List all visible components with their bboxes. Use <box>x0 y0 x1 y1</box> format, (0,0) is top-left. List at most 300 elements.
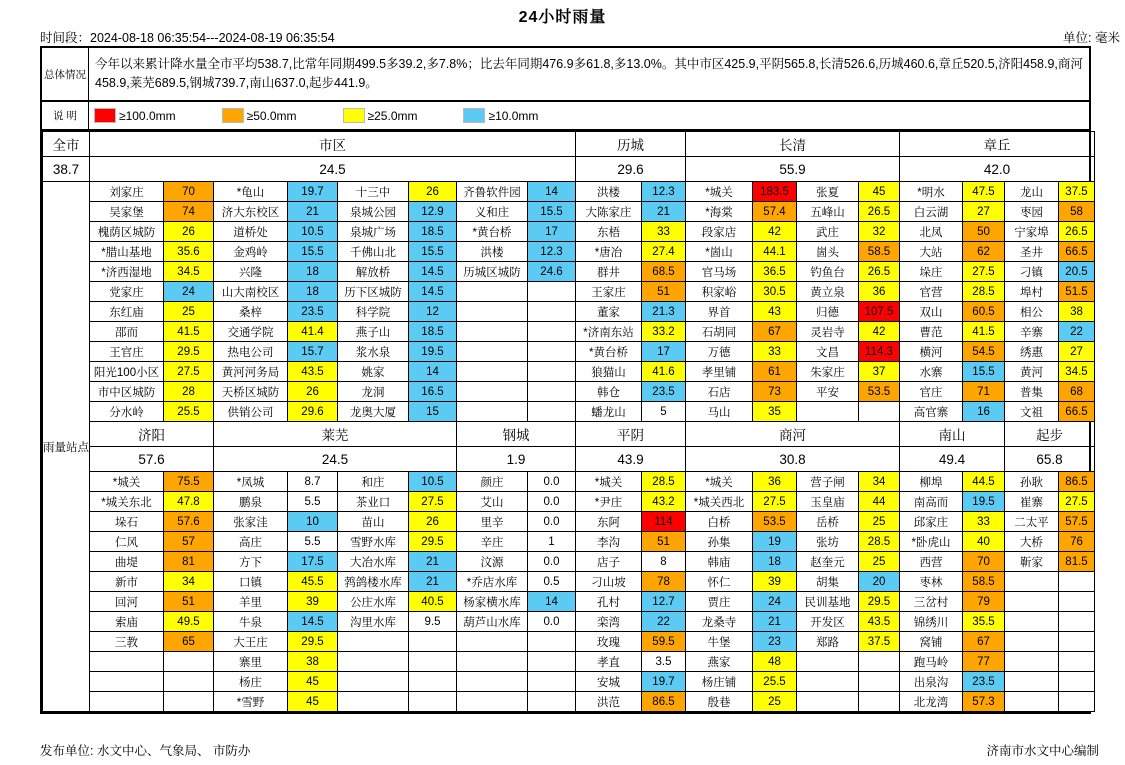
legend-row <box>42 102 1089 131</box>
station-name-cell: 鹏泉 <box>214 492 288 512</box>
station-name-cell: 齐鲁软件园 <box>457 182 528 202</box>
station-name-cell <box>797 672 859 692</box>
station-name-cell: 三岔村 <box>900 592 963 612</box>
rain-value-cell: 47.5 <box>963 182 1005 202</box>
station-name-cell <box>457 302 528 322</box>
rain-value-cell: 19.7 <box>288 182 338 202</box>
station-name-cell: 店子 <box>576 552 642 572</box>
rain-value-cell: 15.5 <box>409 242 457 262</box>
rain-value-cell: 40 <box>963 532 1005 552</box>
legend-threshold-text: ≥50.0mm <box>246 108 297 123</box>
station-name-cell: 口镇 <box>214 572 288 592</box>
station-name-cell: 龙奥大厦 <box>338 402 409 422</box>
rain-value-cell: 53.5 <box>859 382 900 402</box>
rain-value-cell: 15.5 <box>963 362 1005 382</box>
station-name-cell: 回河 <box>90 592 164 612</box>
rain-value-cell: 44.1 <box>753 242 797 262</box>
rain-value-cell <box>528 382 576 402</box>
station-name-cell: 石店 <box>686 382 753 402</box>
rain-value-cell: 23.5 <box>288 302 338 322</box>
legend-threshold-text: ≥25.0mm <box>367 108 418 123</box>
station-name-cell: 北龙湾 <box>900 692 963 712</box>
rain-value-cell <box>409 692 457 712</box>
station-name-cell: 殷巷 <box>686 692 753 712</box>
rain-value-cell: 15.7 <box>288 342 338 362</box>
station-name-cell: 鹁鸽楼水库 <box>338 572 409 592</box>
station-name-cell: 东红庙 <box>90 302 164 322</box>
station-name-cell: 交通学院 <box>214 322 288 342</box>
rain-value-cell: 70 <box>164 182 214 202</box>
region-total: 49.4 <box>900 447 1005 472</box>
rain-value-cell: 29.5 <box>164 342 214 362</box>
rain-value-cell: 14.5 <box>409 282 457 302</box>
rain-value-cell: 51 <box>642 532 686 552</box>
station-name-cell: 柳埠 <box>900 472 963 492</box>
rain-value-cell: 20 <box>859 572 900 592</box>
rain-value-cell: 29.5 <box>409 532 457 552</box>
station-name-cell: 官营 <box>900 282 963 302</box>
station-name-cell: 官马场 <box>686 262 753 282</box>
rain-value-cell: 10.5 <box>288 222 338 242</box>
station-name-cell: 牛堡 <box>686 632 753 652</box>
rain-value-cell: 28.5 <box>642 472 686 492</box>
rain-value-cell: 114 <box>642 512 686 532</box>
rain-value-cell: 5.5 <box>288 492 338 512</box>
rain-value-cell: 27 <box>1059 342 1095 362</box>
rain-value-cell <box>164 672 214 692</box>
station-name-cell: *卧虎山 <box>900 532 963 552</box>
rain-value-cell: 27.5 <box>164 362 214 382</box>
station-name-cell <box>90 672 164 692</box>
region-total: 30.8 <box>686 447 900 472</box>
overview-text: 今年以来累计降水量全市平均538.7,比常年同期499.5多39.2,多7.8%；比去年同期476.9多61.8,多13.0%。其中市区425.9,平阴565.8,长清526.6,历城460.6,章丘520.5,济阳458.9,商河458.9,莱芜689.5,钢城739.7,南山637.0,起步441.9。 <box>95 56 1083 90</box>
rain-value-cell: 45.5 <box>288 572 338 592</box>
rain-value-cell: 34.5 <box>164 262 214 282</box>
station-name-cell: 兴隆 <box>214 262 288 282</box>
station-name-cell: 洪楼 <box>576 182 642 202</box>
station-name-cell: 济大东校区 <box>214 202 288 222</box>
station-name-cell: 里辛 <box>457 512 528 532</box>
station-name-cell <box>338 652 409 672</box>
station-name-cell <box>1005 692 1059 712</box>
rain-value-cell: 14.5 <box>409 262 457 282</box>
rain-value-cell: 35 <box>753 402 797 422</box>
station-section-label: 雨量站点 <box>43 182 90 712</box>
station-name-cell: 岳桥 <box>797 512 859 532</box>
station-name-cell: 安城 <box>576 672 642 692</box>
legend-item <box>343 108 418 123</box>
station-name-cell: 孙集 <box>686 532 753 552</box>
rain-value-cell: 45 <box>859 182 900 202</box>
station-name-cell: *尹庄 <box>576 492 642 512</box>
station-name-cell <box>457 652 528 672</box>
legend-label: 说 明 <box>42 102 89 129</box>
station-name-cell: 黄河 <box>1005 362 1059 382</box>
rain-value-cell <box>859 402 900 422</box>
rain-value-cell: 15.5 <box>528 202 576 222</box>
rain-value-cell: 70 <box>963 552 1005 572</box>
rain-value-cell: 76 <box>1059 532 1095 552</box>
station-name-cell: *城关东北 <box>90 492 164 512</box>
station-name-cell: 西营 <box>900 552 963 572</box>
station-name-cell: 窝铺 <box>900 632 963 652</box>
rain-value-cell: 43.2 <box>642 492 686 512</box>
rain-value-cell: 25 <box>164 302 214 322</box>
overview-label: 总体情况 <box>42 48 89 100</box>
legend-swatch <box>463 108 485 123</box>
rain-value-cell: 12.3 <box>642 182 686 202</box>
rain-value-cell: 28.5 <box>963 282 1005 302</box>
station-name-cell: 郑路 <box>797 632 859 652</box>
rain-value-cell: 25.5 <box>753 672 797 692</box>
station-name-cell: 孝里铺 <box>686 362 753 382</box>
station-name-cell: 段家店 <box>686 222 753 242</box>
rain-value-cell: 65 <box>164 632 214 652</box>
station-name-cell: 孝直 <box>576 652 642 672</box>
station-name-cell: 山大南校区 <box>214 282 288 302</box>
rain-value-cell: 27 <box>963 202 1005 222</box>
compiler-text: 济南市水文中心编制 <box>986 744 1099 758</box>
station-name-cell: 龙桑寺 <box>686 612 753 632</box>
station-name-cell: *唐冶 <box>576 242 642 262</box>
station-name-cell: 刁山坡 <box>576 572 642 592</box>
station-name-cell: 桑梓 <box>214 302 288 322</box>
rain-value-cell: 36 <box>753 472 797 492</box>
station-name-cell <box>457 342 528 362</box>
station-name-cell: 马山 <box>686 402 753 422</box>
rain-value-cell: 0.0 <box>528 612 576 632</box>
station-name-cell: 宁家埠 <box>1005 222 1059 242</box>
station-name-cell: 贾庄 <box>686 592 753 612</box>
rain-value-cell: 36 <box>859 282 900 302</box>
rain-value-cell <box>1059 652 1095 672</box>
time-period-value: 2024-08-18 06:35:54---2024-08-19 06:35:54 <box>90 31 335 45</box>
region-name: 市区 <box>90 132 576 157</box>
station-name-cell: *黄台桥 <box>457 222 528 242</box>
rain-value-cell: 68 <box>1059 382 1095 402</box>
region-total: 65.8 <box>1005 447 1095 472</box>
rain-value-cell: 26 <box>409 512 457 532</box>
station-name-cell: 圣井 <box>1005 242 1059 262</box>
station-name-cell <box>797 652 859 672</box>
rain-value-cell: 19.7 <box>642 672 686 692</box>
station-name-cell: 索庙 <box>90 612 164 632</box>
rain-value-cell: 41.4 <box>288 322 338 342</box>
rain-value-cell: 36.5 <box>753 262 797 282</box>
station-name-cell: *城关 <box>686 472 753 492</box>
rain-value-cell: 74 <box>164 202 214 222</box>
rain-value-cell: 18 <box>753 552 797 572</box>
station-name-cell: 王官庄 <box>90 342 164 362</box>
legend-swatch <box>94 108 116 123</box>
rain-value-cell: 18 <box>288 282 338 302</box>
rain-value-cell: 71 <box>963 382 1005 402</box>
station-name-cell: 仁风 <box>90 532 164 552</box>
station-name-cell: 积家峪 <box>686 282 753 302</box>
rain-value-cell: 5.5 <box>288 532 338 552</box>
station-name-cell: 十三中 <box>338 182 409 202</box>
rain-value-cell: 68.5 <box>642 262 686 282</box>
station-name-cell: 绣惠 <box>1005 342 1059 362</box>
region-total: 29.6 <box>576 157 686 182</box>
rain-value-cell <box>1059 692 1095 712</box>
station-name-cell: 五峰山 <box>797 202 859 222</box>
station-name-cell <box>457 362 528 382</box>
legend-item <box>94 108 176 123</box>
rain-value-cell: 29.5 <box>859 592 900 612</box>
station-name-cell: *济西湿地 <box>90 262 164 282</box>
station-name-cell: 东梧 <box>576 222 642 242</box>
station-name-cell: *腊山基地 <box>90 242 164 262</box>
rain-value-cell: 54.5 <box>963 342 1005 362</box>
station-name-cell: *明水 <box>900 182 963 202</box>
station-name-cell: 黄立泉 <box>797 282 859 302</box>
rain-value-cell: 19.5 <box>963 492 1005 512</box>
station-name-cell: 白云湖 <box>900 202 963 222</box>
station-name-cell <box>338 632 409 652</box>
rain-value-cell: 12.9 <box>409 202 457 222</box>
station-name-cell: 义和庄 <box>457 202 528 222</box>
rain-value-cell: 50 <box>963 222 1005 242</box>
station-name-cell: 千佛山北 <box>338 242 409 262</box>
rain-value-cell: 73 <box>753 382 797 402</box>
rain-value-cell: 86.5 <box>642 692 686 712</box>
rain-value-cell: 18.5 <box>409 222 457 242</box>
rain-value-cell: 66.5 <box>1059 402 1095 422</box>
station-name-cell: 曲堤 <box>90 552 164 572</box>
rain-value-cell: 38 <box>1059 302 1095 322</box>
rain-value-cell: 37 <box>859 362 900 382</box>
rain-value-cell: 67 <box>963 632 1005 652</box>
rain-value-cell: 33.2 <box>642 322 686 342</box>
station-name-cell: 浆水泉 <box>338 342 409 362</box>
station-name-cell: 胡集 <box>797 572 859 592</box>
legend-swatch <box>343 108 365 123</box>
station-name-cell: 文昌 <box>797 342 859 362</box>
station-name-cell: 普集 <box>1005 382 1059 402</box>
station-name-cell: *城关 <box>686 182 753 202</box>
region-name: 历城 <box>576 132 686 157</box>
station-name-cell: 科学院 <box>338 302 409 322</box>
rain-value-cell: 43 <box>753 302 797 322</box>
rain-value-cell: 58 <box>1059 202 1095 222</box>
rain-value-cell: 59.5 <box>642 632 686 652</box>
station-name-cell: 方下 <box>214 552 288 572</box>
time-period <box>40 28 335 46</box>
rain-value-cell: 49.5 <box>164 612 214 632</box>
station-name-cell: 和庄 <box>338 472 409 492</box>
rain-value-cell: 44.5 <box>963 472 1005 492</box>
station-name-cell: 民训基地 <box>797 592 859 612</box>
rain-value-cell: 57.6 <box>164 512 214 532</box>
station-name-cell: 二太平 <box>1005 512 1059 532</box>
station-name-cell: 槐荫区城防 <box>90 222 164 242</box>
station-name-cell: 公庄水库 <box>338 592 409 612</box>
rain-value-cell <box>528 302 576 322</box>
rain-value-cell: 62 <box>963 242 1005 262</box>
station-name-cell: 历城区城防 <box>457 262 528 282</box>
region-total: 24.5 <box>90 157 576 182</box>
rain-value-cell: 51 <box>642 282 686 302</box>
rain-value-cell: 66.5 <box>1059 242 1095 262</box>
station-name-cell: 辛庄 <box>457 532 528 552</box>
station-name-cell: 颜庄 <box>457 472 528 492</box>
legend-item <box>463 108 538 123</box>
station-name-cell <box>457 322 528 342</box>
rain-value-cell: 33 <box>753 342 797 362</box>
rain-value-cell: 18 <box>288 262 338 282</box>
station-name-cell: 灵岩寺 <box>797 322 859 342</box>
station-name-cell: 韩庙 <box>686 552 753 572</box>
rain-value-cell <box>1059 572 1095 592</box>
station-name-cell: 营子闸 <box>797 472 859 492</box>
station-name-cell: 刁镇 <box>1005 262 1059 282</box>
station-name-cell: 张家洼 <box>214 512 288 532</box>
unit-label: 单位: 毫米 <box>1063 31 1120 45</box>
rain-value-cell: 41.5 <box>164 322 214 342</box>
station-table-body <box>43 132 1095 712</box>
station-name-cell <box>1005 652 1059 672</box>
station-name-cell <box>1005 572 1059 592</box>
footer-strip <box>40 741 1099 759</box>
rain-value-cell: 22 <box>642 612 686 632</box>
station-name-cell: 赵奎元 <box>797 552 859 572</box>
rain-value-cell: 10.5 <box>409 472 457 492</box>
rain-value-cell: 37.5 <box>859 632 900 652</box>
station-name-cell: 双山 <box>900 302 963 322</box>
station-name-cell: 刘家庄 <box>90 182 164 202</box>
rain-value-cell: 25 <box>859 552 900 572</box>
rain-value-cell: 0.0 <box>528 492 576 512</box>
station-name-cell: 汶源 <box>457 552 528 572</box>
station-name-cell: *雪野 <box>214 692 288 712</box>
rain-value-cell <box>528 282 576 302</box>
rain-value-cell: 5 <box>642 402 686 422</box>
rain-value-cell: 75.5 <box>164 472 214 492</box>
rain-value-cell: 27.4 <box>642 242 686 262</box>
rain-value-cell: 23.5 <box>963 672 1005 692</box>
station-name-cell <box>457 672 528 692</box>
station-name-cell: 杨庄铺 <box>686 672 753 692</box>
rain-value-cell: 32 <box>859 222 900 242</box>
station-name-cell: 杨庄 <box>214 672 288 692</box>
station-name-cell: *乔店水库 <box>457 572 528 592</box>
station-name-cell: 白桥 <box>686 512 753 532</box>
station-name-cell: 黄河河务局 <box>214 362 288 382</box>
station-name-cell <box>457 382 528 402</box>
rain-value-cell: 0.5 <box>528 572 576 592</box>
station-name-cell: 玉皇庙 <box>797 492 859 512</box>
rain-value-cell: 34.5 <box>1059 362 1095 382</box>
station-name-cell: 横河 <box>900 342 963 362</box>
rain-value-cell: 60.5 <box>963 302 1005 322</box>
region-total: 42.0 <box>900 157 1095 182</box>
rain-value-cell: 183.5 <box>753 182 797 202</box>
station-name-cell: 跑马岭 <box>900 652 963 672</box>
rain-value-cell <box>528 632 576 652</box>
rain-value-cell: 45 <box>288 672 338 692</box>
rain-value-cell: 43.5 <box>288 362 338 382</box>
rain-value-cell <box>1059 612 1095 632</box>
station-name-cell: 金鸡岭 <box>214 242 288 262</box>
region-total: 1.9 <box>457 447 576 472</box>
rain-value-cell: 17.5 <box>288 552 338 572</box>
station-name-cell: 朱家庄 <box>797 362 859 382</box>
station-name-cell: 栾湾 <box>576 612 642 632</box>
station-name-cell: 大王庄 <box>214 632 288 652</box>
rain-value-cell: 14 <box>409 362 457 382</box>
rain-value-cell: 26 <box>409 182 457 202</box>
station-name-cell: 牛泉 <box>214 612 288 632</box>
legend-threshold-text: ≥100.0mm <box>119 108 176 123</box>
station-name-cell <box>797 692 859 712</box>
rain-value-cell <box>528 402 576 422</box>
station-name-cell: 出泉沟 <box>900 672 963 692</box>
station-name-cell: 北凤 <box>900 222 963 242</box>
rain-value-cell <box>1059 592 1095 612</box>
rain-value-cell: 15 <box>409 402 457 422</box>
rain-value-cell <box>528 322 576 342</box>
rain-value-cell: 43.5 <box>859 612 900 632</box>
rain-value-cell: 51.5 <box>1059 282 1095 302</box>
rain-value-cell: 26 <box>288 382 338 402</box>
region-name: 章丘 <box>900 132 1095 157</box>
rain-value-cell: 67 <box>753 322 797 342</box>
rain-value-cell: 14.5 <box>288 612 338 632</box>
region-name: 长清 <box>686 132 900 157</box>
station-name-cell: *城关 <box>576 472 642 492</box>
station-name-cell: 高庄 <box>214 532 288 552</box>
region-name: 钢城 <box>457 422 576 447</box>
rain-value-cell: 29.5 <box>288 632 338 652</box>
rain-value-cell: 23 <box>753 632 797 652</box>
station-name-cell: 燕子山 <box>338 322 409 342</box>
rain-value-cell: 17 <box>528 222 576 242</box>
rain-value-cell: 86.5 <box>1059 472 1095 492</box>
station-name-cell: 怀仁 <box>686 572 753 592</box>
station-name-cell: 靳家 <box>1005 552 1059 572</box>
rain-value-cell: 44 <box>859 492 900 512</box>
region-total-citywide: 38.7 <box>43 157 90 182</box>
station-name-cell: 寨里 <box>214 652 288 672</box>
station-name-cell <box>338 692 409 712</box>
rain-value-cell <box>859 672 900 692</box>
station-name-cell: 韩仓 <box>576 382 642 402</box>
rain-value-cell: 77 <box>963 652 1005 672</box>
rain-value-cell: 23.5 <box>642 382 686 402</box>
rain-value-cell: 21 <box>409 572 457 592</box>
rain-value-cell: 39 <box>288 592 338 612</box>
legend-threshold-text: ≥10.0mm <box>488 108 539 123</box>
rain-value-cell <box>1059 672 1095 692</box>
station-name-cell: 官庄 <box>900 382 963 402</box>
rain-value-cell: 15.5 <box>288 242 338 262</box>
station-name-cell <box>90 652 164 672</box>
rain-value-cell <box>164 652 214 672</box>
station-name-cell: 钓鱼台 <box>797 262 859 282</box>
region-total: 55.9 <box>686 157 900 182</box>
station-name-cell: *城关 <box>90 472 164 492</box>
rain-value-cell: 10 <box>288 512 338 532</box>
station-name-cell: 大冶水库 <box>338 552 409 572</box>
rain-value-cell: 22 <box>1059 322 1095 342</box>
station-name-cell <box>90 692 164 712</box>
rain-value-cell: 78 <box>642 572 686 592</box>
rain-value-cell: 57.5 <box>1059 512 1095 532</box>
rain-value-cell: 58.5 <box>963 572 1005 592</box>
publisher-text: 发布单位: 水文中心、气象局、 市防办 <box>40 744 251 758</box>
rain-value-cell: 33 <box>963 512 1005 532</box>
